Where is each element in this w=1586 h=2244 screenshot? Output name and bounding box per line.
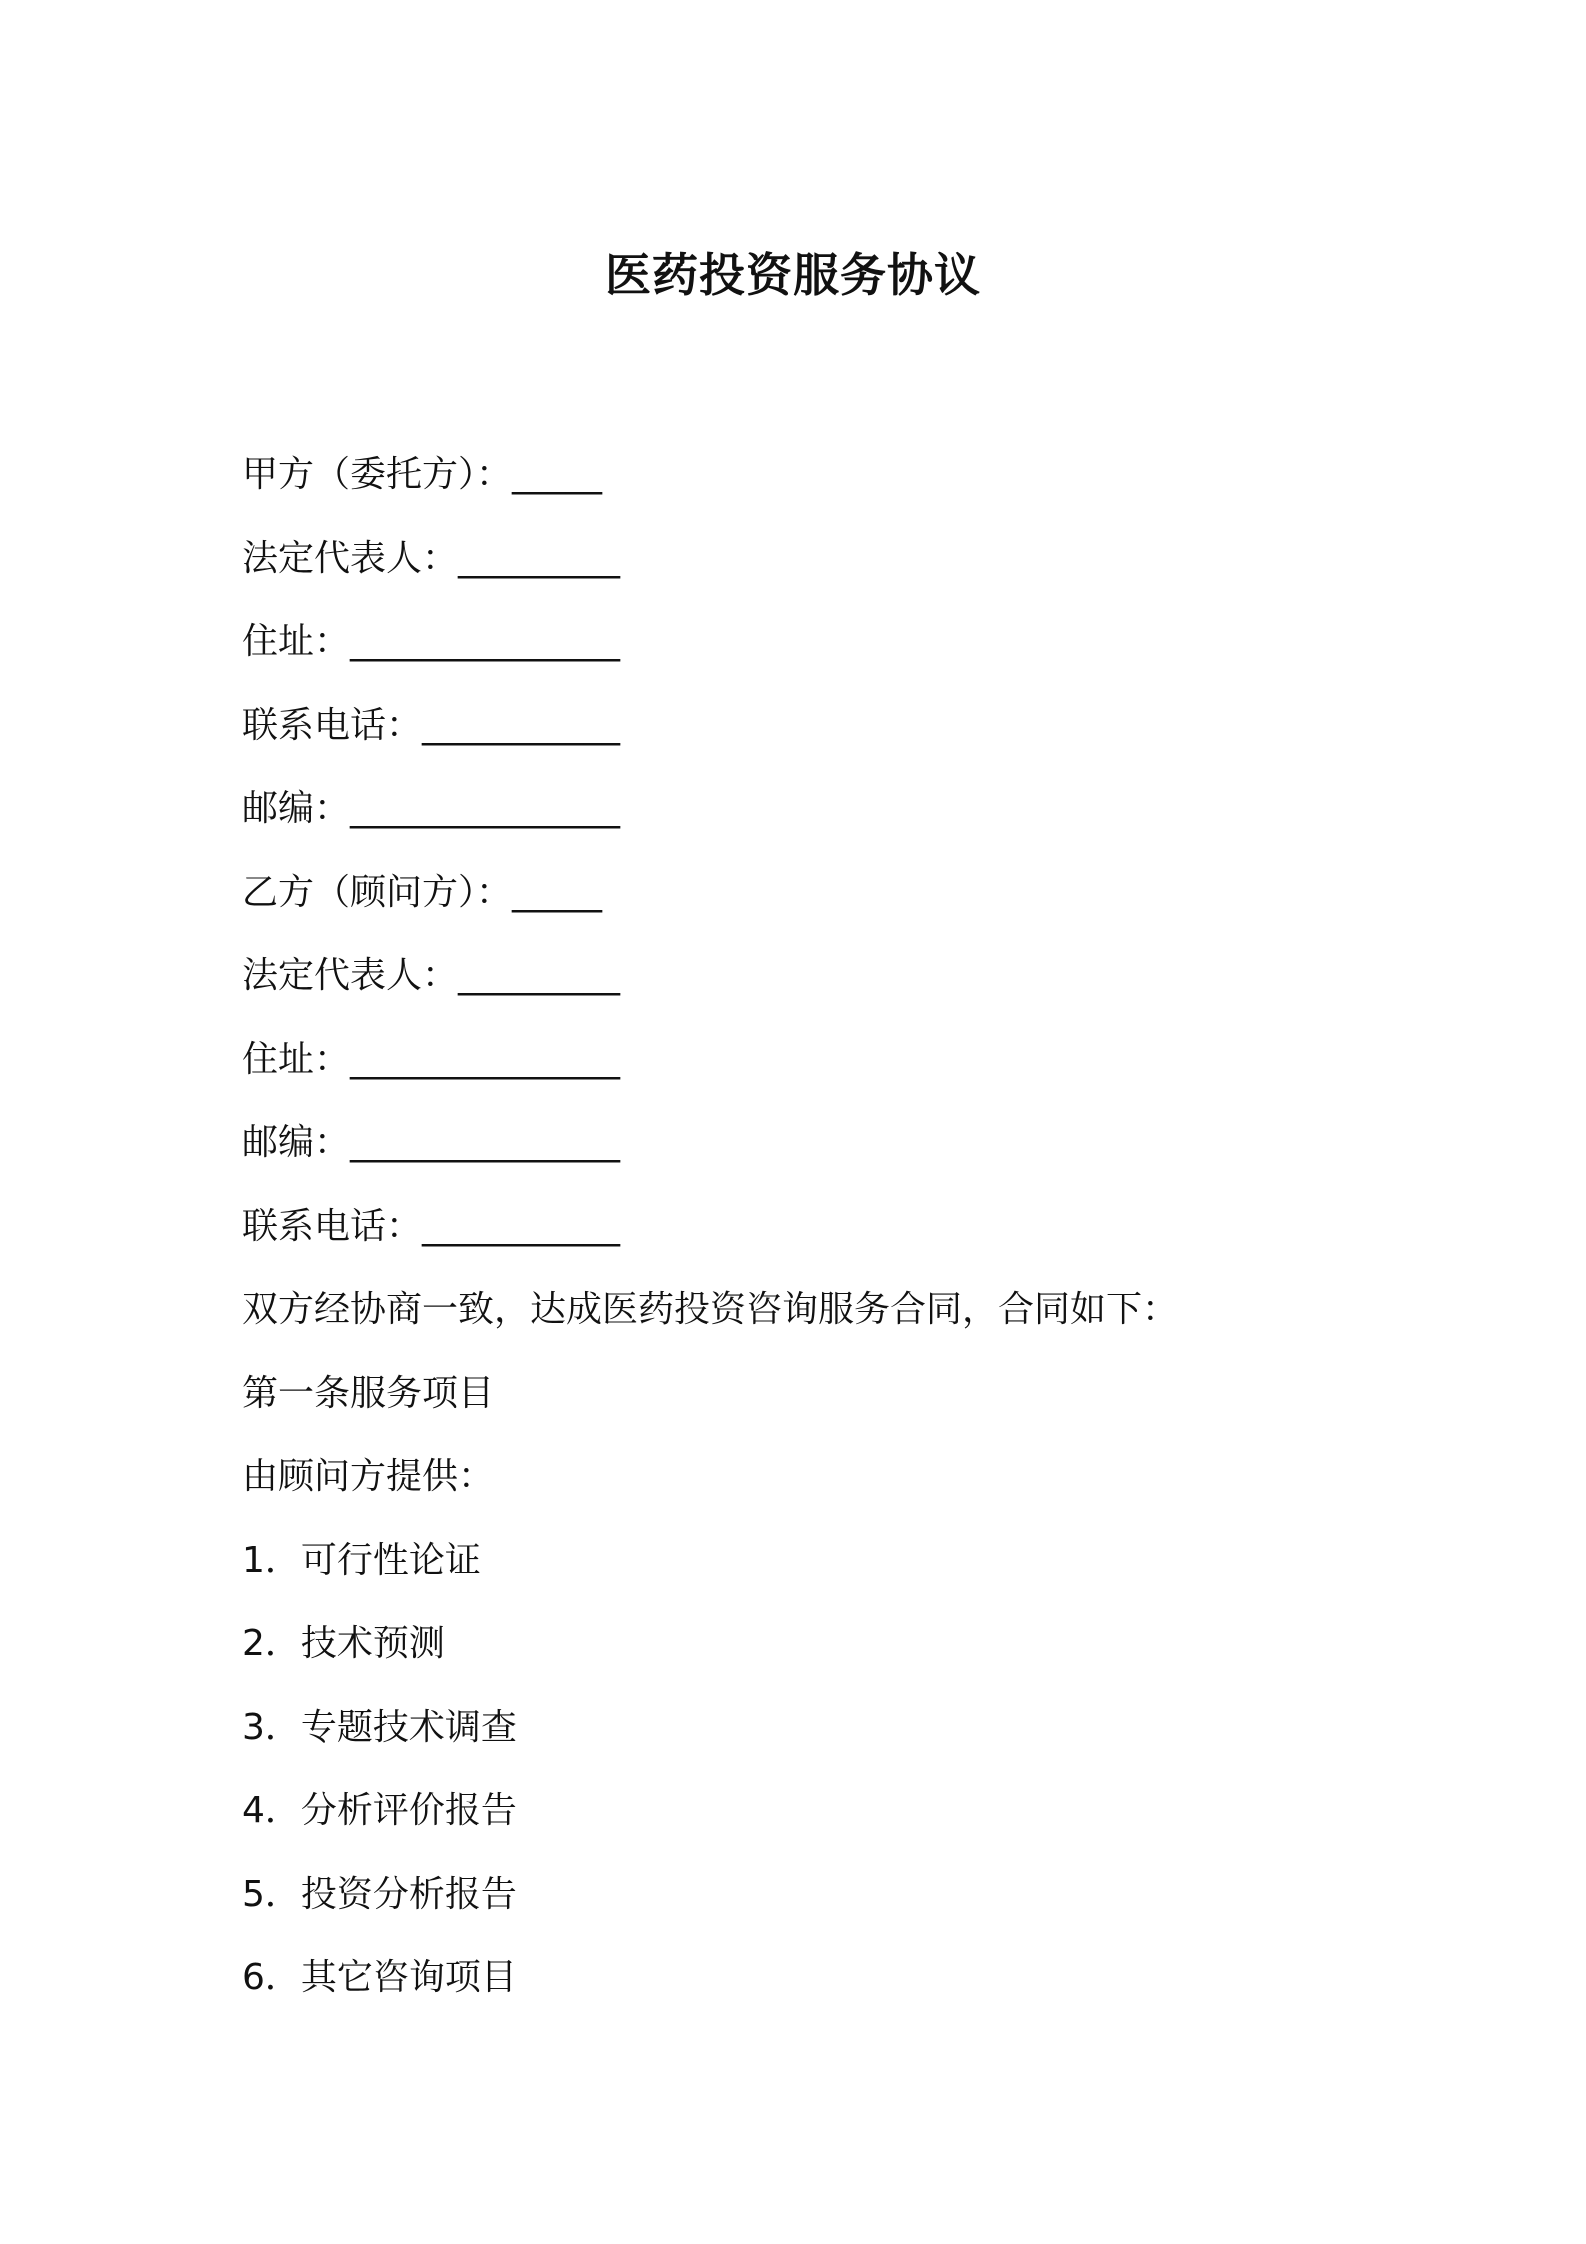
party-a-postcode-line: 邮编：_______________ [242, 788, 621, 829]
party-a-address-line: 住址：_______________ [242, 621, 621, 662]
agreement-intro-line: 双方经协商一致，达成医药投资咨询服务合同，合同如下： [242, 1289, 1179, 1330]
article-one-heading: 第一条服务项目 [242, 1372, 495, 1414]
party-a-phone-line: 联系电话：___________ [242, 704, 621, 746]
party-a-name-line: 甲方（委托方）：_____ [242, 454, 603, 495]
provided-by-line: 由顾问方提供： [242, 1456, 495, 1497]
service-item: 5．投资分析报告 [242, 1873, 517, 1915]
party-b-legal-rep-line: 法定代表人：_________ [242, 955, 621, 996]
service-item: 2．技术预测 [242, 1623, 445, 1664]
service-item: 3．专题技术调查 [242, 1706, 517, 1748]
service-item: 1．可行性论证 [242, 1539, 481, 1581]
party-b-address-line: 住址：_______________ [242, 1038, 621, 1080]
service-item: 4．分析评价报告 [242, 1790, 517, 1831]
party-a-legal-rep-line: 法定代表人：_________ [242, 537, 621, 579]
party-b-phone-line: 联系电话：___________ [242, 1205, 621, 1247]
document-title: 医药投资服务协议 [605, 247, 981, 302]
document-body [242, 445, 1442, 2032]
service-item: 6．其它咨询项目 [242, 1957, 517, 1998]
party-b-postcode-line: 邮编：_______________ [242, 1122, 621, 1163]
party-b-name-line: 乙方（顾问方）：_____ [242, 871, 603, 913]
